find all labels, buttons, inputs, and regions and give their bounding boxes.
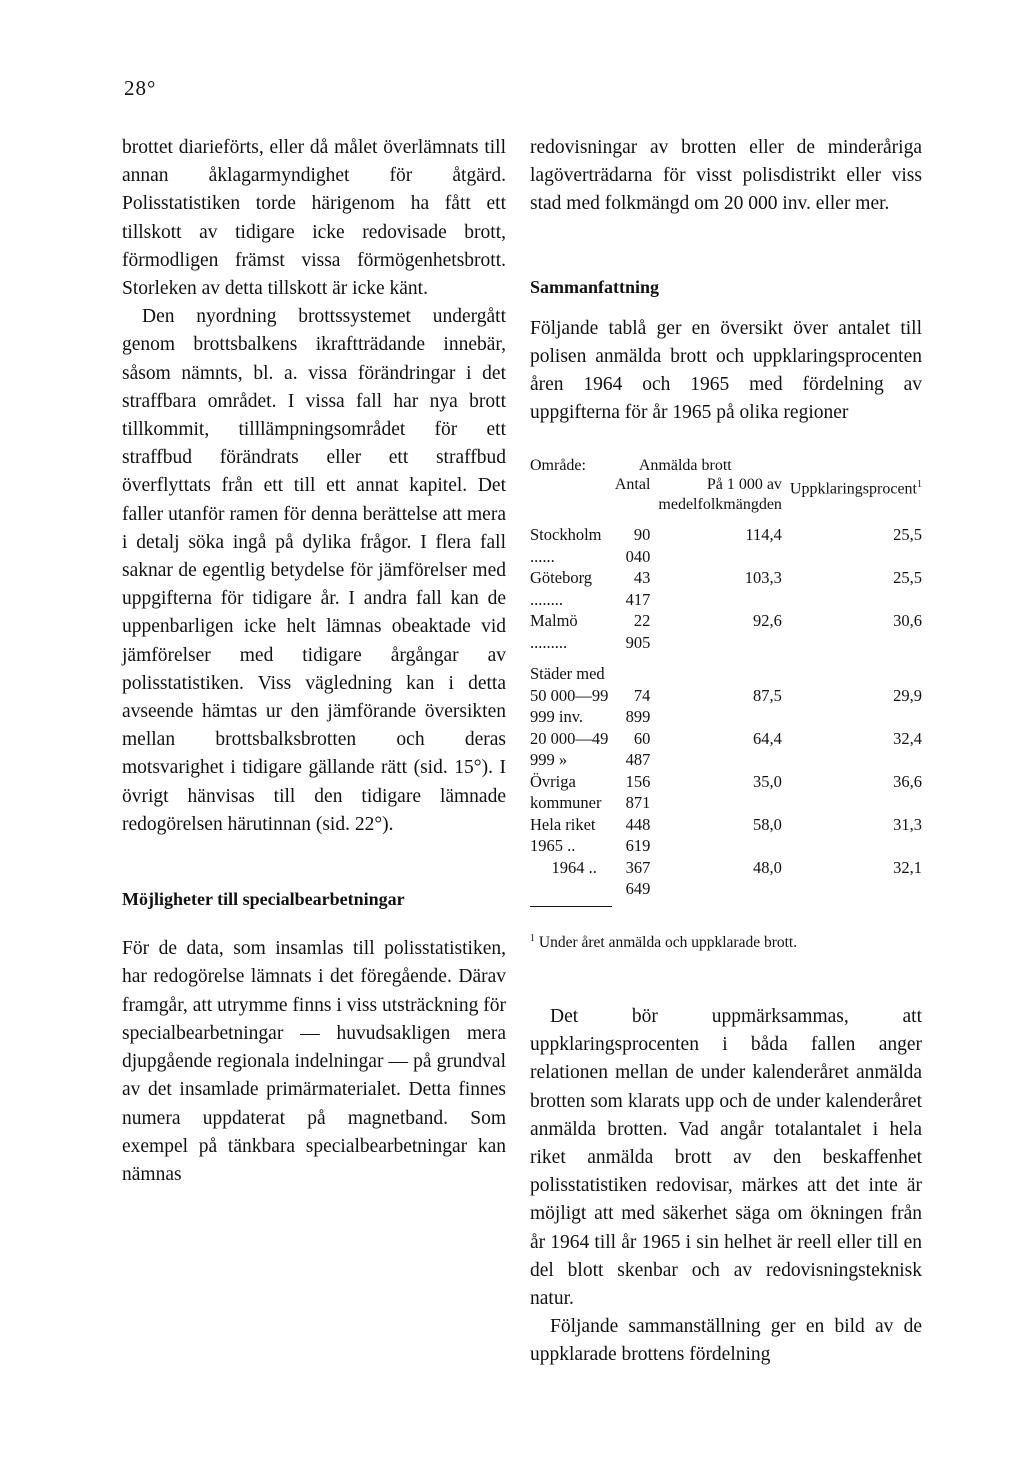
row-rate: 30,6 [893,611,922,631]
row-area: Övriga kommuner [530,771,602,813]
paragraph: Den nyordning brottssystemet undergått genom brottsbalkens ikraftträdande innebär, såsom nämnts, bl. a. vissa förändringar i det straffbara området. I vissa fall har nya brott tillkommit, tilllämpningsområdet för ett straffbud förändrats eller ett straffbud överflyttats från ett till ett annat kapitel. Det faller utanför ramen för denna berättelse att mera i detalj söka ingå på dylika frågor. I flera fall saknar de egentlig betydelse för jämförelser med uppgifterna för tidigare år. I andra fall kan de uppenbarligen icke helt lämnas obeaktade vid jämförelser med tidigare årgångar av polisstatistiken. Viss vägledning kan i detta avseende hämtas ur den jämförande översikten mellan brottsbalksbrotten och deras motsvarighet i tidigare gällande rätt (sid. 15°). I övrigt hänvisas till den tidigare lämnade redogörelsen härutinnan (sid. 22°). [122,306,506,835]
table-header-rate: Uppklaringsprocent [789,480,917,498]
row-per1000: 87,5 [753,685,782,705]
row-count: 448 619 [625,814,651,856]
paragraph: redovisningar av brotten eller de minderåriga lagöverträdarna för visst polisdistrikt eller viss stad med folkmängd om 20 000 inv. eller mer. [530,137,922,215]
row-per1000: 35,0 [753,771,782,791]
footnote-mark: 1 [530,932,535,944]
crime-stats-table [530,456,922,900]
row-area: Göteborg ........ [530,568,593,609]
table-row [530,771,922,814]
row-per1000: 48,0 [753,857,782,877]
row-rate: 32,1 [893,857,922,877]
right-column [530,134,922,1370]
row-area: 20 000—49 999 » [530,728,609,770]
row-rate: 25,5 [893,568,922,588]
page-number: 28° [124,76,157,100]
row-count: 60 487 [625,728,651,770]
row-count: 90 040 [625,525,651,566]
row-rate: 29,9 [893,685,922,705]
paragraph: brottet diarieförts, eller då målet överlämnats till annan åklagarmyndighet för åtgärd. Polisstatistiken torde härigenom ha fått ett tillskott av tidigare icke redovisade brott, förmodligen främst vissa förmögenhetsbrott. Storleken av detta tillskott är icke känt. [122,137,506,300]
table-row [530,728,922,771]
footnote-ref: 1 [917,479,922,491]
row-per1000: 64,4 [753,728,782,748]
paragraph: Följande tablå ger en översikt över antalet till polisen anmälda brott och uppklaringsprocenten åren 1964 och 1965 med fördelning av uppgifterna för år 1965 på olika regioner [530,317,922,424]
paragraph: Det bör uppmärksammas, att uppklaringsprocenten i båda fallen anger relationen mellan de under kalenderåret anmälda brotten som klarats upp och de under kalenderåret anmälda brotten. Vad angår totalantalet i hela riket anmälda brott av den beskaffenhet polisstatistiken redovisar, märkes att det inte är möjligt att med säkerhet säga om ökningen från år 1964 till år 1965 i sin helhet är reell eller till en del blott skenbar och av redovisningsteknisk natur. [530,1005,922,1310]
table-row [530,567,922,610]
section-heading: Möjligheter till specialbearbetningar [122,889,405,910]
row-area: 1964 .. [551,857,597,877]
row-rate: 32,4 [893,728,922,748]
left-column [122,134,506,1189]
table-row [530,524,922,567]
table-row [530,814,922,857]
table-header-rate-cell [782,475,922,514]
row-count: 156 871 [625,771,651,813]
row-count: 22 905 [625,611,651,652]
row-count: 74 899 [625,685,651,727]
table-header-reported: Anmälda brott [638,456,732,474]
towns-label: Städer med [530,664,605,684]
row-area: Hela riket 1965 .. [530,814,596,856]
row-rate: 36,6 [893,771,922,791]
row-area: Stockholm ...... [530,525,602,566]
row-count: 43 417 [625,568,651,609]
footnote [530,925,922,957]
row-per1000: 103,3 [744,568,782,588]
table-header-count: Antal [614,476,651,494]
row-count: 367 649 [625,857,651,899]
table-header-per1000: På 1 000 av medelfolkmängden [658,476,782,513]
table-row [530,685,922,728]
table-group-label-row [530,663,922,685]
paragraph: För de data, som insamlas till polisstatistiken, har redogörelse lämnats i det föregående. Därav framgår, att utrymme finns i viss utsträckning för specialbearbetningar — huvudsakligen mera djupgående regionala indelningar — på grundval av det insamlade primärmaterialet. Detta finnes numera uppdaterat på magnetband. Som exempel på tänkbara specialbearbetningar kan nämnas [122,938,506,1185]
row-per1000: 114,4 [745,525,782,545]
row-per1000: 58,0 [753,814,782,834]
table-row [530,610,922,653]
row-area: Malmö ......... [530,611,578,652]
table-row [530,857,922,900]
section-heading: Sammanfattning [530,276,660,297]
row-area: 50 000—99 999 inv. [530,685,609,727]
row-rate: 31,3 [893,814,922,834]
footnote-text: Under året anmälda och uppklarade brott. [538,933,798,951]
paragraph: Följande sammanställning ger en bild av de uppklarade brottens fördelning [530,1316,922,1366]
table-header-area: Område: [530,456,586,474]
footnote-divider [530,906,612,907]
row-per1000: 92,6 [753,611,782,631]
row-rate: 25,5 [893,525,922,545]
